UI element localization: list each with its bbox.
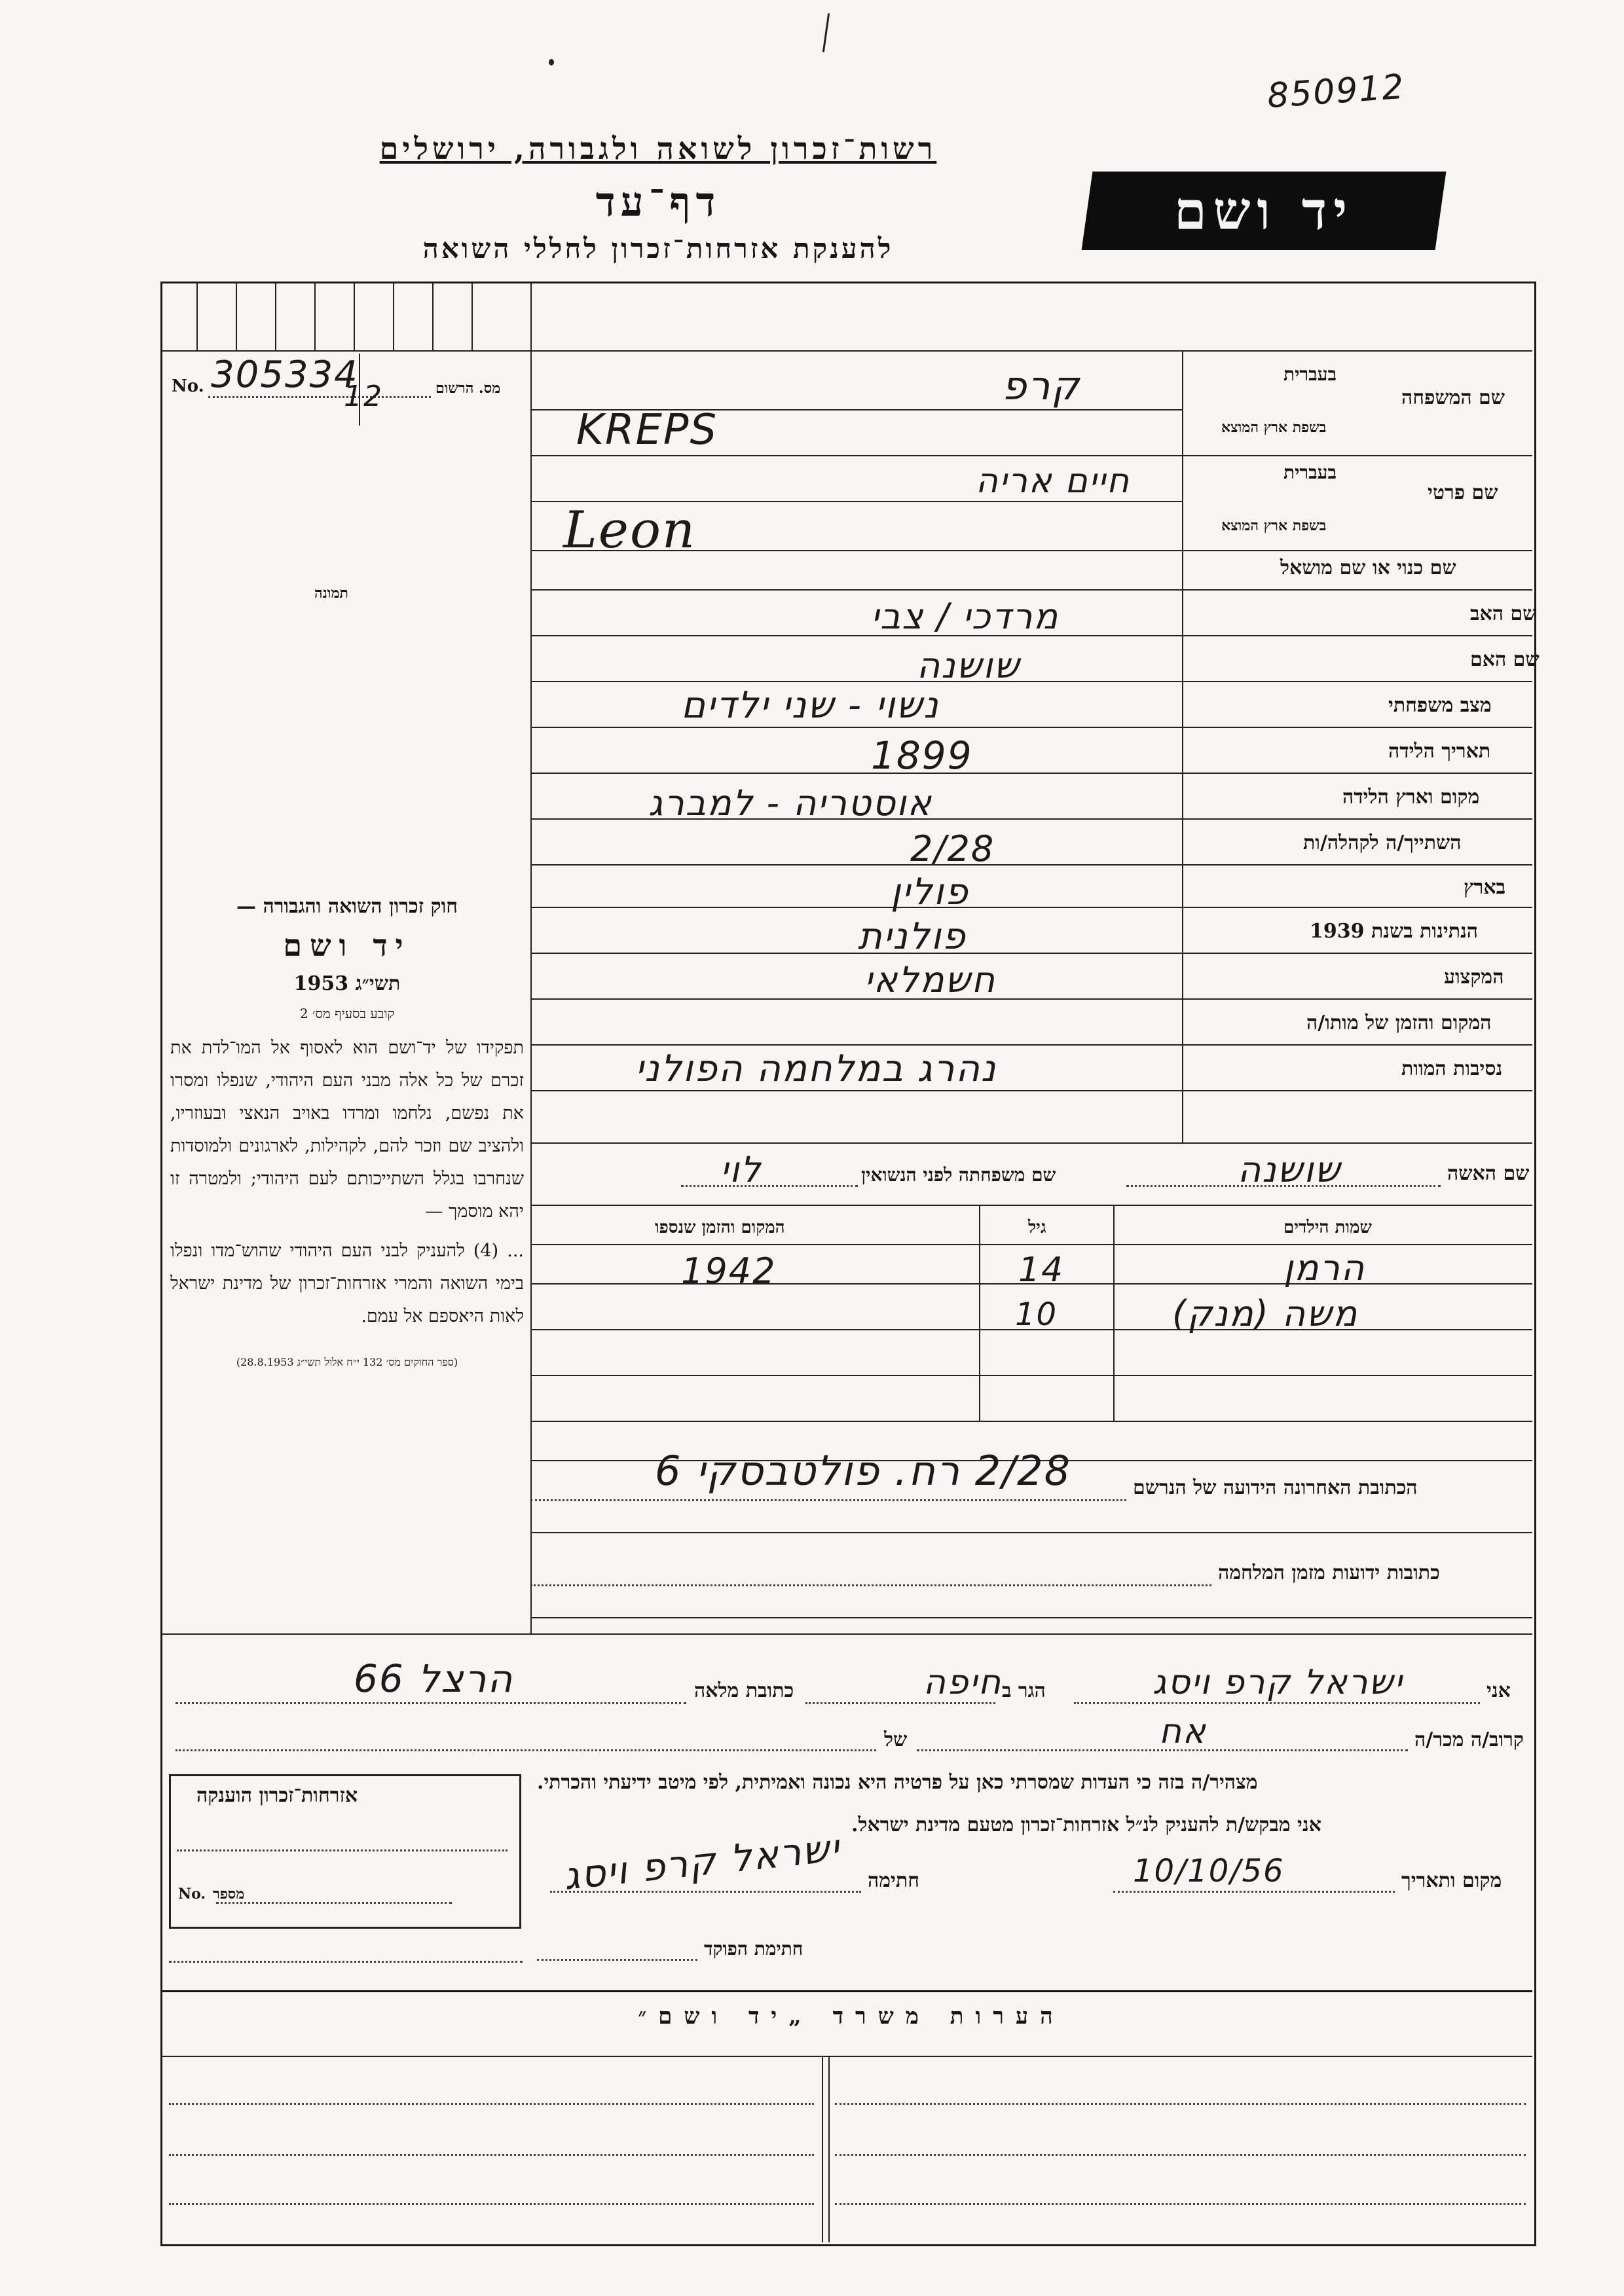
- children-place-header: המקום והזמן שנספו: [655, 1218, 785, 1237]
- yad-vashem-logo: [1082, 172, 1447, 250]
- declaration-line-1: מצהיר/ה בזה כי העדות שמסרתי כאן על פרטיה היא נכונה ואמיתית, לפי מיטב ידיעתי והכרתי.: [537, 1771, 1258, 1794]
- place-date-label: מקום ותאריך: [1401, 1869, 1502, 1892]
- law-title: חוק זכרון השואה והגבורה —: [236, 895, 458, 918]
- birth-date-label: תאריך הלידה: [1388, 740, 1491, 763]
- family-name-hebrew-sublabel: בעברית: [1283, 363, 1337, 385]
- office-notes-title: הערות משרד „יד ושם״: [638, 2003, 1065, 2030]
- authority-name: רשות־זכרון לשואה ולגבורה, ירושלים: [379, 131, 937, 166]
- form-title: דף־עד: [595, 178, 721, 226]
- declaration-line-2: אני מבקש/ת להעניק לנ״ל אזרחות־זכרון מטעם מדינת ישראל.: [851, 1813, 1321, 1836]
- marital-status-label: מצב משפחתי: [1388, 694, 1492, 717]
- registration-number: 305334: [211, 354, 359, 396]
- wife-maiden-value: לוי: [720, 1149, 762, 1190]
- nickname-label: שם כנוי או שם מושאל: [1280, 556, 1456, 579]
- birth-date-value: 1899: [871, 733, 973, 778]
- marital-status-value: נשוי - שני ילדים: [681, 684, 940, 727]
- declarant-i-label: אני: [1486, 1679, 1511, 1702]
- profession-value: חשמלאי: [864, 959, 997, 1000]
- father-label: שם האב: [1470, 602, 1537, 625]
- official-signature-label: חתימת הפוקד: [704, 1938, 803, 1959]
- law-source: (ספר החוקים מס׳ 132 י״ח אלול תשי״ג 28.8.1953): [236, 1356, 458, 1368]
- child-place: 1942: [681, 1250, 777, 1292]
- mother-value: שושנה: [917, 645, 1021, 686]
- country-label: בארץ: [1464, 876, 1506, 899]
- declarant-relation-value: אח: [1159, 1712, 1207, 1751]
- stray-mark: [549, 59, 554, 65]
- stray-mark: [822, 13, 830, 52]
- community-label: השתייך/ה לקהלה/ות: [1303, 831, 1462, 854]
- last-address-label: הכתובת האחרונה הידועה של הנרשם: [1133, 1476, 1418, 1499]
- family-name-label: שם המשפחה: [1401, 386, 1505, 409]
- country-value: פולין: [891, 871, 969, 913]
- child-age: 10: [1015, 1296, 1058, 1333]
- registration-no-label: No.: [172, 376, 204, 396]
- wife-maiden-label: שם משפחתה לפני הנשואין: [861, 1164, 1056, 1186]
- death-place-label: המקום והזמן של מותו/ה: [1306, 1011, 1492, 1034]
- first-name-hebrew-sublabel: בעברית: [1283, 462, 1337, 483]
- declarant-name-value: ישראל קרפ ויסג: [1153, 1663, 1403, 1702]
- grant-box-title: אזרחות־זכרון הוענקה: [196, 1784, 358, 1807]
- war-address-label: כתובות ידועות מזמן המלחמה: [1218, 1561, 1440, 1584]
- archive-number: 850912: [1266, 67, 1407, 117]
- law-institution-name: יד ושם: [283, 928, 411, 963]
- birth-place-label: מקום וארץ הלידה: [1342, 786, 1480, 809]
- relative-label: קרוב/ה מכר/ה: [1414, 1728, 1524, 1751]
- declarant-address-value: הרצל 66: [354, 1656, 514, 1701]
- birth-place-value: אוסטריה - למברג: [648, 782, 932, 824]
- law-paragraph-2: ... (4) להעניק לבני העם היהודי שהוש־מדו ונפלו בימי השואה והמרי אזרחות־זכרון של מדינת ישראל לאות היאספם אל עמם.: [170, 1241, 524, 1326]
- mother-label: שם האם: [1470, 648, 1540, 671]
- family-name-origin-value: KREPS: [576, 406, 718, 454]
- photo-label: תמונה: [314, 585, 348, 602]
- full-address-label: כתובת מלאה: [694, 1679, 794, 1702]
- declaration-date-value: 10/10/56: [1133, 1853, 1285, 1889]
- family-name-hebrew-value: קרפ: [1002, 363, 1080, 409]
- wife-value: שושנה: [1238, 1149, 1342, 1190]
- grant-no-label: No.: [178, 1886, 206, 1903]
- declarant-city-value: חיפה: [923, 1663, 1003, 1702]
- child-age: 14: [1018, 1250, 1065, 1290]
- child-name: הרמן: [1283, 1247, 1366, 1288]
- first-name-origin-value: Leon: [563, 501, 697, 560]
- law-year: תשי״ג 1953: [293, 972, 401, 995]
- death-cause-value: נהרג במלחמה הפולני: [635, 1048, 997, 1090]
- child-name: משה (מנק): [1172, 1293, 1359, 1334]
- father-value: מרדכי / צבי: [871, 596, 1060, 637]
- registration-suffix: 12: [344, 380, 383, 413]
- grant-number-label: מספר: [213, 1886, 245, 1903]
- law-paragraph-1: תפקידו של יד־ושם הוא לאסוף אל המו־לדת את זכרם של כל אלה מבני העם היהודי, שנפלו ומסרו את נפשם, נלחמו ומרדו באויב הנאצי ובעוזריו, ולהציב שם וזכר להם, לקהילות, לארגונים ולמוסדות שנחרבו בגלל השתייכותם לעם היהודי; ולמטרה זו יהא מוסמך —: [170, 1038, 524, 1222]
- first-name-origin-sublabel: בשפת ארץ המוצא: [1221, 517, 1327, 534]
- law-clause: קובע בסעיף מס׳ 2: [299, 1006, 395, 1021]
- children-names-header: שמות הילדים: [1283, 1218, 1372, 1237]
- of-label: של: [884, 1728, 908, 1751]
- form-subtitle: להענקת אזרחות־זכרון לחללי השואה: [422, 232, 894, 264]
- family-name-origin-sublabel: בשפת ארץ המוצא: [1221, 419, 1327, 436]
- profession-label: המקצוע: [1444, 966, 1504, 989]
- death-cause-label: נסיבות המוות: [1401, 1057, 1503, 1080]
- citizenship-value: פולנית: [858, 915, 967, 958]
- registration-label: מס. הרשום: [435, 380, 501, 397]
- first-name-label: שם פרטי: [1428, 481, 1498, 504]
- resident-label: הגר ב: [1002, 1679, 1046, 1702]
- declarant-signature: ישראל קרפ ויסג: [561, 1825, 843, 1899]
- children-age-header: גיל: [1028, 1218, 1046, 1237]
- citizenship-label: הנתינות בשנת 1939: [1310, 920, 1479, 943]
- last-address-value: 2/28 רח. פולטבסקי 6: [655, 1447, 1072, 1495]
- logo-text: יד ושם: [1173, 180, 1354, 242]
- law-text: [170, 890, 524, 1372]
- first-name-hebrew-value: חיים אריה: [976, 462, 1130, 501]
- community-value: 2/28: [910, 828, 995, 869]
- wife-label: שם האשה: [1447, 1162, 1530, 1185]
- signature-label: חתימה: [868, 1869, 919, 1892]
